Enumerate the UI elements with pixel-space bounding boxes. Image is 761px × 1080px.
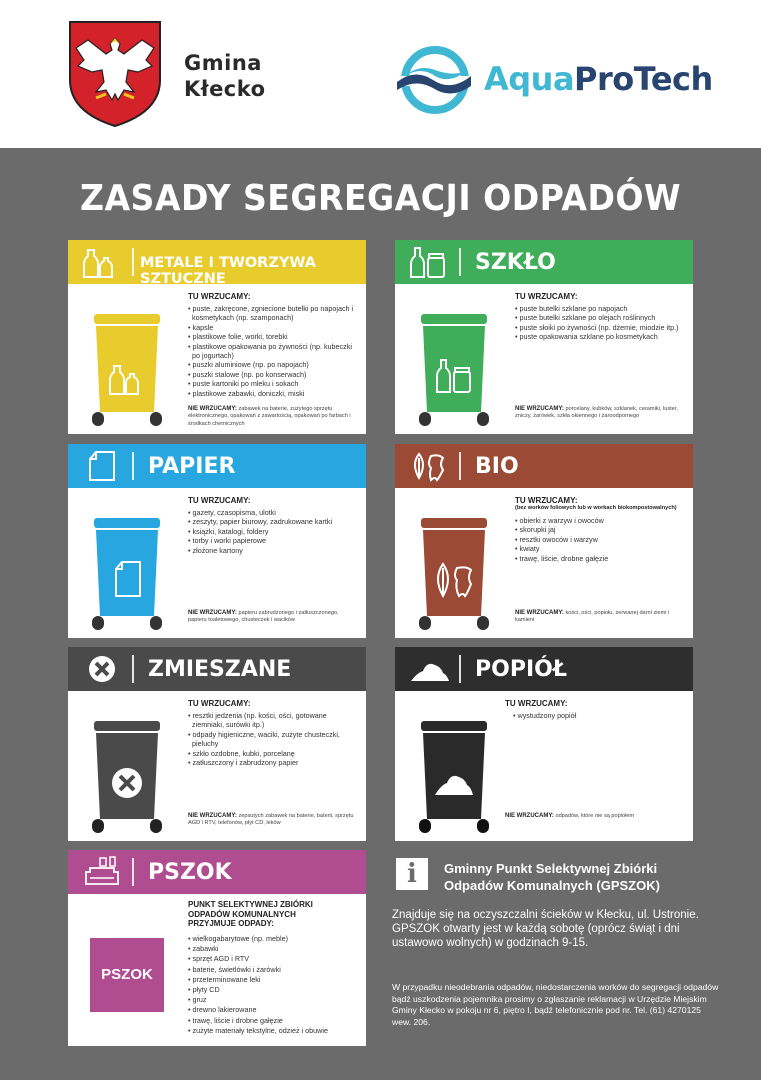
bottle-jar-icon (409, 246, 449, 278)
list-item: • kwiaty (515, 544, 687, 553)
no-heading: NIE WRZUCAMY: (188, 813, 237, 819)
accepted-list (513, 711, 685, 720)
card-title: PSZOK (148, 860, 232, 885)
grey-bin-icon (88, 721, 166, 833)
list-item: • wystudzony popiół (513, 711, 685, 720)
list-item: • plastikowe opakowania po żywności (np. kubeczki po jogurtach) (188, 342, 360, 361)
list-item: • płyty CD (188, 985, 360, 995)
rejected-note (188, 406, 358, 428)
card-paper (68, 444, 366, 638)
yes-heading: TU WRZUCAMY: (515, 292, 578, 301)
list-item: • książki, katalogi, foldery (188, 527, 360, 536)
no-heading: NIE WRZUCAMY: (505, 813, 554, 819)
black-bin-icon (415, 721, 493, 833)
aquaprotech-logo-icon (395, 46, 473, 114)
rejected-note (188, 813, 358, 828)
rejected-note (515, 406, 685, 421)
leaf-apple-icon (409, 450, 449, 482)
brand-part-protech: ProTech (574, 60, 713, 98)
list-item: • zeszyty, papier biurowy, zadrukowane kartki (188, 517, 360, 526)
header (0, 0, 761, 148)
card-title: POPIÓŁ (475, 657, 567, 682)
aquaprotech-brand (484, 60, 713, 98)
header-separator (132, 452, 134, 480)
list-item: • trawę, liście i drobne gałęzie (188, 1016, 360, 1026)
no-text: zepsutych zabawek na baterie, baterii, sprzętu AGD i RTV, telefonów, płyt CD, leków (188, 813, 354, 827)
no-heading: NIE WRZUCAMY: (188, 610, 237, 616)
list-item: • zużyte materiały tekstylne, odzież i obuwie (188, 1026, 360, 1036)
list-item: • gruz (188, 995, 360, 1005)
bottles-icon (82, 246, 122, 278)
accepted-list (188, 508, 360, 555)
no-text: zabawek na baterie, zużytego sprzętu elektronicznego, opakowań z zawartością, opakowań po farbach i środkach chemicznych (188, 406, 351, 427)
page-title: ZASADY SEGREGACJI ODPADÓW (79, 178, 682, 219)
list-item: • puszki stalowe (np. po konserwach) (188, 370, 360, 379)
list-item: • szkło ozdobne, kubki, porcelanę (188, 749, 360, 758)
card-pszok-header (68, 850, 366, 894)
list-item: • zatłuszczony i zabrudzony papier (188, 758, 360, 767)
yellow-bin-icon (88, 314, 166, 426)
no-text: papieru zabrudzonego i zatłuszczonego, papieru toaletowego, chusteczek i wacików (188, 610, 339, 624)
card-title: METALE I TWORZYWA SZTUCZNE (140, 255, 316, 287)
list-item: • sprzęt AGD i RTV (188, 954, 360, 964)
header-separator (459, 248, 461, 276)
yes-heading: TU WRZUCAMY: (505, 699, 568, 708)
card-title: BIO (475, 454, 519, 479)
gpszok-location-text: Znajduje się na oczyszczalni ścieków w Kłecku, ul. Ustronie. GPSZOK otwarty jest w każdą sobotę (oprócz świąt i dni ustawowo wolnych) w godzinach 9-15. (392, 909, 699, 949)
no-heading: NIE WRZUCAMY: (515, 610, 564, 616)
accepted-list (188, 304, 360, 398)
gpszok-title-line-2: Odpadów Komunalnych (GPSZOK) (444, 878, 660, 893)
paper-sheet-icon (82, 450, 122, 482)
list-item: • torby i worki papierowe (188, 536, 360, 545)
yes-heading: TU WRZUCAMY: (188, 496, 251, 505)
card-title: PAPIER (148, 454, 236, 479)
list-item: • puste, zakręcone, zgniecione butelki po napojach i kosmetykach (np. szamponach) (188, 304, 360, 323)
list-item: • wielkogabarytowe (np. meble) (188, 934, 360, 944)
gmina-name (184, 50, 266, 102)
list-item: • obierki z warzyw i owoców (515, 516, 687, 525)
list-item: • puste butelki szklane po napojach (515, 304, 687, 313)
card-glass-header (395, 240, 693, 284)
no-text: kości, ości, popiołu, zerwanej darni ziemi i kamieni (515, 610, 670, 624)
list-item: • puste opakowania szklane po kosmetykach (515, 332, 687, 341)
card-ash-header (395, 647, 693, 691)
blue-bin-icon (88, 518, 166, 630)
card-metal-plastic (68, 240, 366, 434)
yes-subheading: (bez worków foliowych lub w workach biokompostowalnych) (515, 505, 677, 511)
header-separator (132, 655, 134, 683)
accepted-list (188, 711, 360, 767)
list-item: • plastikowe zabawki, doniczki, miski (188, 389, 360, 398)
gmina-line-1: Gmina (184, 51, 262, 75)
gpszok-title (444, 860, 660, 894)
rejected-note (505, 813, 675, 820)
accepted-list (188, 934, 360, 1036)
brown-bin-icon (415, 518, 493, 630)
list-item: • resztki owoców i warzyw (515, 535, 687, 544)
green-bin-icon (415, 314, 493, 426)
card-glass (395, 240, 693, 434)
accepted-list (515, 516, 687, 563)
rejected-note (188, 610, 358, 625)
list-item: • trawę, liście, drobne gałęzie (515, 554, 687, 563)
list-item: • puszki aluminiowe (np. po napojach) (188, 360, 360, 369)
list-item: • kapsle (188, 323, 360, 332)
card-title: ZMIESZANE (148, 657, 292, 682)
card-bio-header (395, 444, 693, 488)
yes-heading: TU WRZUCAMY: (515, 496, 578, 505)
list-item: • puste butelki szklane po olejach roślinnych (515, 313, 687, 322)
card-ash (395, 647, 693, 841)
card-bio (395, 444, 693, 638)
sofa-battery-icon (82, 856, 122, 888)
yes-heading: PUNKT SELEKTYWNEJ ZBIÓRKI ODPADÓW KOMUNALNYCH PRZYJMUJE ODPADY: (188, 900, 313, 929)
yes-heading: TU WRZUCAMY: (188, 292, 251, 301)
gpszok-complaint-text: W przypadku nieodebrania odpadów, niedostarczenia worków do segregacji odpadów bądź uszkodzenia pojemnika prosimy o zgłaszanie reklamacji w Urzędzie Miejskim Gminy Kłecko w pokoju nr 6, piętro I, bądź telefonicznie pod nr. Tel. (61) 4270125 wew. 206. (392, 982, 719, 1027)
list-item: • zabawki (188, 944, 360, 954)
list-item: • puste słoiki po żywności (np. dżemie, miodzie itp.) (515, 323, 687, 332)
list-item: • puste kartoniki po mleku i sokach (188, 379, 360, 388)
gpszok-title-line-1: Gminny Punkt Selektywnej Zbiórki (444, 861, 658, 876)
card-title: SZKŁO (475, 250, 556, 275)
no-heading: NIE WRZUCAMY: (515, 406, 564, 412)
card-mixed-header (68, 647, 366, 691)
list-item: • przeterminowane leki (188, 975, 360, 985)
card-paper-header (68, 444, 366, 488)
list-item: • drewno lakierowane (188, 1005, 360, 1015)
list-item: • skorupki jaj (515, 525, 687, 534)
info-icon: i (396, 858, 428, 890)
card-mixed (68, 647, 366, 841)
rejected-note (515, 610, 685, 625)
ash-pile-icon (409, 653, 449, 685)
header-separator (459, 452, 461, 480)
header-separator (132, 248, 134, 276)
yes-heading: TU WRZUCAMY: (188, 699, 251, 708)
no-text: odpadów, które nie są popiołem (555, 813, 635, 819)
brand-part-aqua: Aqua (484, 60, 575, 98)
accepted-list (515, 304, 687, 342)
card-metal-header (68, 240, 366, 287)
no-text: porcelany, kubków, szklanek, ceramiki, luster, zniczy, żarówek, szkła okiennego i żaroodpornego (515, 406, 678, 420)
pszok-badge: PSZOK (90, 938, 164, 1012)
list-item: • odpady higieniczne, waciki, zużyte chusteczki, pieluchy (188, 730, 360, 749)
list-item: • resztki jedzenia (np. kości, ości, gotowane ziemniaki, surówki itp.) (188, 711, 360, 730)
gmina-line-2: Kłecko (184, 77, 266, 101)
list-item: • plastikowe folie, worki, torebki (188, 332, 360, 341)
cross-circle-icon (82, 653, 122, 685)
header-separator (132, 858, 134, 886)
list-item: • złożone kartony (188, 546, 360, 555)
header-separator (459, 655, 461, 683)
no-heading: NIE WRZUCAMY: (188, 406, 237, 412)
list-item: • baterie, świetlówki i żarówki (188, 965, 360, 975)
coat-of-arms-icon (68, 20, 162, 128)
list-item: • gazety, czasopisma, ulotki (188, 508, 360, 517)
